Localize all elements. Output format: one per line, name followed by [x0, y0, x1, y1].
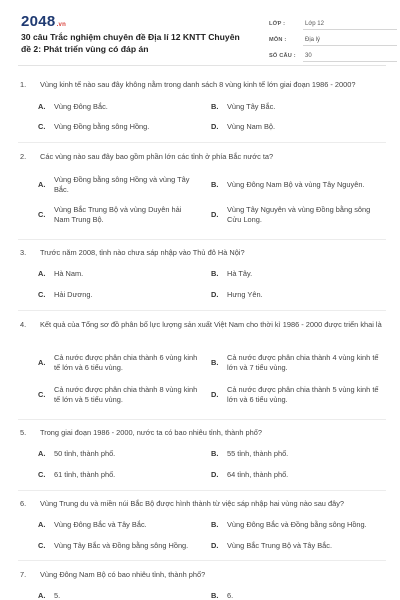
- option-text: 50 tỉnh, thành phố.: [54, 449, 116, 458]
- option-a[interactable]: [38, 102, 198, 113]
- option-b[interactable]: [211, 591, 381, 600]
- question-body: Vùng Đông Nam Bộ có bao nhiêu tỉnh, thành phố?: [40, 570, 206, 579]
- option-text: 55 tỉnh, thành phố.: [227, 449, 289, 458]
- option-letter: D.: [211, 541, 219, 550]
- question-divider: [18, 142, 386, 143]
- option-letter: A.: [38, 520, 46, 529]
- meta-row-subject: [269, 30, 397, 46]
- option-letter: C.: [38, 470, 46, 479]
- option-text: Vùng Tây Nguyên và vùng Đồng bằng sông Cửu Long.: [227, 204, 371, 224]
- question-number: 3.: [20, 248, 27, 257]
- question-text: [18, 248, 386, 259]
- option-a[interactable]: [38, 174, 198, 196]
- option-d[interactable]: [211, 384, 383, 406]
- option-c[interactable]: [38, 290, 198, 301]
- option-letter: A.: [38, 357, 46, 367]
- option-letter: A.: [38, 102, 46, 111]
- question-number: 6.: [20, 499, 27, 508]
- option-text: Hưng Yên.: [227, 290, 263, 299]
- option-text: Vùng Đồng bằng sông Hồng.: [54, 122, 150, 131]
- option-letter: A.: [38, 269, 46, 278]
- option-text: Cả nước được phân chia thành 5 vùng kinh tế lớn và 6 tiểu vùng.: [227, 384, 379, 404]
- question-divider: [18, 310, 386, 311]
- option-letter: B.: [211, 591, 219, 600]
- question-body: Trước năm 2008, tỉnh nào chưa sáp nhập vào Thủ đô Hà Nội?: [40, 248, 245, 257]
- option-text: 64 tỉnh, thành phố.: [227, 470, 289, 479]
- meta-label: LỚP :: [269, 21, 286, 27]
- option-b[interactable]: [211, 352, 383, 374]
- meta-value: Địa lý: [303, 37, 397, 46]
- option-b[interactable]: [211, 520, 383, 531]
- option-text: 6.: [227, 591, 234, 600]
- question-number: 1.: [20, 80, 27, 89]
- option-text: Vùng Nam Bộ.: [227, 122, 276, 131]
- option-b[interactable]: [211, 174, 383, 196]
- question-body: Vùng Trung du và miền núi Bắc Bộ được hình thành từ việc sáp nhập hai vùng nào sau đây?: [40, 499, 344, 508]
- option-text: Hà Tây.: [227, 269, 253, 278]
- option-b[interactable]: [211, 269, 381, 280]
- option-text: Vùng Đồng bằng sông Hồng và vùng Tây Bắc.: [54, 174, 190, 194]
- option-d[interactable]: [211, 122, 381, 133]
- question-text: [18, 428, 386, 439]
- option-letter: A.: [38, 591, 46, 600]
- option-letter: D.: [211, 389, 219, 399]
- option-letter: C.: [38, 389, 46, 399]
- option-letter: B.: [211, 102, 219, 111]
- meta-row-class: [269, 14, 397, 30]
- document-title: 30 câu Trắc nghiệm chuyên đề Địa lí 12 KNTT Chuyên đề 2: Phát triển vùng có đáp án: [21, 32, 240, 54]
- question-text: [18, 499, 386, 510]
- option-text: Vùng Đông Bắc và Đồng bằng sông Hồng.: [227, 520, 367, 529]
- meta-label: SỐ CÂU :: [269, 53, 296, 59]
- option-letter: B.: [211, 269, 219, 278]
- option-a[interactable]: [38, 520, 198, 531]
- option-text: Vùng Bắc Trung Bộ và Tây Bắc.: [227, 541, 333, 550]
- question-text: [18, 320, 386, 331]
- option-d[interactable]: [211, 470, 381, 481]
- document-header: [18, 0, 386, 66]
- option-letter: D.: [211, 209, 219, 219]
- question-body: Trong giai đoạn 1986 - 2000, nước ta có bao nhiêu tỉnh, thành phố?: [40, 428, 262, 437]
- option-letter: D.: [211, 290, 219, 299]
- option-text: Cả nước được phân chia thành 6 vùng kinh tế lớn và 6 tiểu vùng.: [54, 352, 198, 372]
- question-divider: [18, 419, 386, 420]
- option-letter: A.: [38, 179, 46, 189]
- option-text: Cả nước được phân chia thành 4 vùng kinh tế lớn và 7 tiểu vùng.: [227, 352, 379, 372]
- option-text: 61 tỉnh, thành phố.: [54, 470, 116, 479]
- option-text: Hà Nam.: [54, 269, 84, 278]
- option-a[interactable]: [38, 449, 198, 460]
- question-body: Vùng kinh tế nào sau đây không nằm trong danh sách 8 vùng kinh tế lớn giai đoạn 1986 - 2000?: [40, 80, 356, 89]
- question-number: 5.: [20, 428, 27, 437]
- option-text: Vùng Đông Bắc.: [54, 102, 108, 111]
- logo-suffix: .vn: [56, 22, 67, 28]
- option-letter: B.: [211, 357, 219, 367]
- option-text: Vùng Tây Bắc và Đồng bằng sông Hồng.: [54, 541, 189, 550]
- question-number: 2.: [20, 152, 27, 161]
- option-a[interactable]: [38, 352, 203, 374]
- meta-row-count: [269, 46, 397, 62]
- option-b[interactable]: [211, 102, 381, 113]
- option-text: Hải Dương.: [54, 290, 93, 299]
- question-number: 4.: [20, 320, 27, 329]
- option-a[interactable]: [38, 591, 198, 600]
- option-text: 5.: [54, 591, 61, 600]
- option-letter: A.: [38, 449, 46, 458]
- option-text: Vùng Đông Bắc và Tây Bắc.: [54, 520, 147, 529]
- question-divider: [18, 490, 386, 491]
- option-text: Cả nước được phân chia thành 8 vùng kinh tế lớn và 5 tiểu vùng.: [54, 384, 198, 404]
- option-letter: D.: [211, 122, 219, 131]
- option-c[interactable]: [38, 541, 203, 552]
- option-c[interactable]: [38, 122, 198, 133]
- option-text: Vùng Bắc Trung Bộ và vùng Duyên hải Nam Trung Bộ.: [54, 204, 182, 224]
- option-d[interactable]: [211, 290, 381, 301]
- option-d[interactable]: [211, 204, 383, 226]
- option-b[interactable]: [211, 449, 381, 460]
- option-a[interactable]: [38, 269, 198, 280]
- option-letter: B.: [211, 449, 219, 458]
- question-divider: [18, 560, 386, 561]
- meta-value: 30: [303, 53, 397, 62]
- option-letter: B.: [211, 179, 219, 189]
- document-meta: [269, 14, 397, 62]
- question-body: Kết quả của Tổng sơ đồ phân bố lực lượng sản xuất Việt Nam cho thời kì 1986 - 2000 được triển khai là: [40, 320, 382, 329]
- option-text: Vùng Tây Bắc.: [227, 102, 276, 111]
- option-d[interactable]: [211, 541, 383, 552]
- option-letter: C.: [38, 209, 46, 219]
- option-letter: C.: [38, 290, 46, 299]
- question-text: [18, 570, 386, 581]
- option-c[interactable]: [38, 204, 198, 226]
- site-logo[interactable]: [21, 13, 66, 30]
- question-text: [18, 152, 386, 163]
- option-letter: D.: [211, 470, 219, 479]
- question-text: [18, 80, 386, 91]
- meta-value: Lớp 12: [303, 21, 397, 30]
- question-body: Các vùng nào sau đây bao gồm phần lớn các tỉnh ở phía Bắc nước ta?: [40, 152, 274, 161]
- option-text: Vùng Đông Nam Bộ và vùng Tây Nguyên.: [227, 179, 365, 189]
- option-letter: C.: [38, 541, 46, 550]
- option-letter: B.: [211, 520, 219, 529]
- option-c[interactable]: [38, 384, 203, 406]
- meta-label: MÔN :: [269, 37, 287, 43]
- option-letter: C.: [38, 122, 46, 131]
- question-divider: [18, 239, 386, 240]
- question-number: 7.: [20, 570, 27, 579]
- option-c[interactable]: [38, 470, 198, 481]
- logo-text: 2048: [21, 13, 56, 30]
